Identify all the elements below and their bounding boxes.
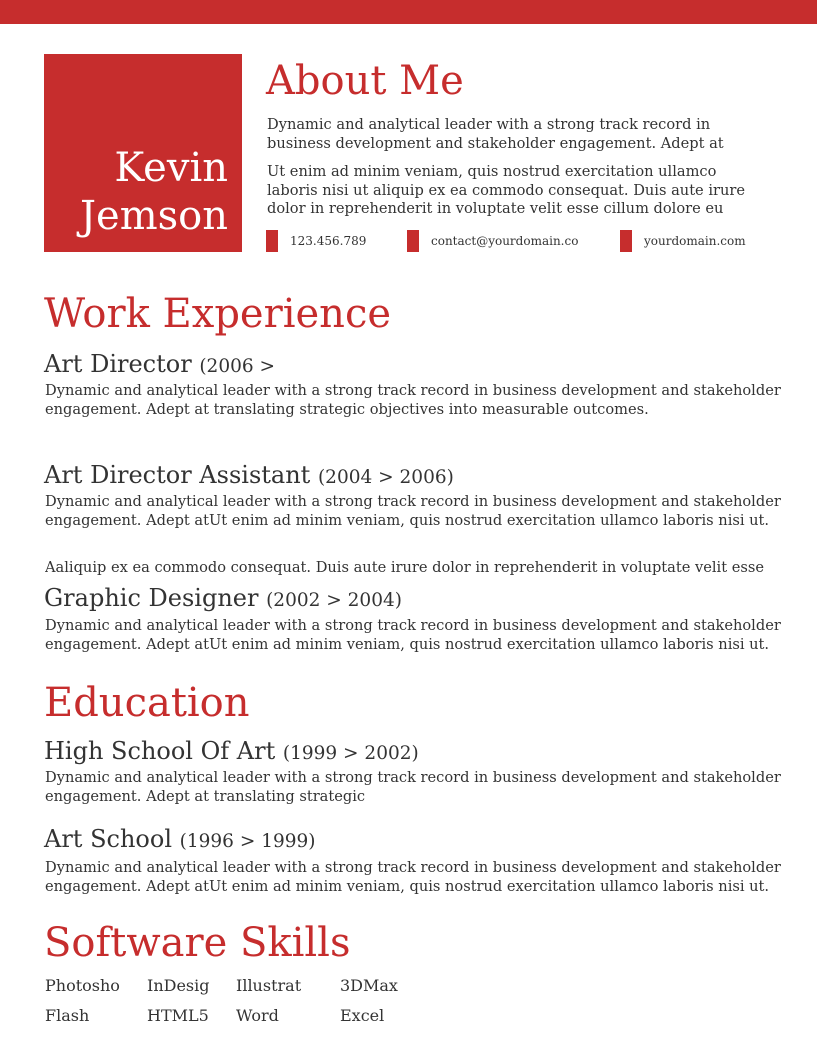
top-accent-bar — [0, 0, 817, 24]
education-description: Dynamic and analytical leader with a strong track record in business development and stakeholder engagement. Adept at translating strategic — [45, 769, 781, 805]
skill-item: HTML5 — [147, 1006, 209, 1025]
phone-icon — [266, 230, 278, 252]
first-name: Kevin — [114, 145, 228, 191]
phone-text: 123.456.789 — [290, 234, 367, 248]
job-title-text: Art Director Assistant — [44, 461, 311, 489]
job-title — [44, 349, 275, 382]
last-name: Jemson — [79, 193, 228, 239]
name-block — [44, 54, 242, 252]
job-title-text: Art Director — [44, 350, 192, 378]
education-dates: (1999 > 2002) — [282, 743, 419, 764]
about-paragraph-2: Ut enim ad minim veniam, quis nostrud exercitation ullamco laboris nisi ut aliquip ex ea commodo consequat. Duis aute irure dolor in reprehenderit in voluptate velit esse cillum dolore eu — [267, 163, 745, 217]
job-description: Dynamic and analytical leader with a strong track record in business development and stakeholder engagement. Adept at translating strategic objectives into measurable outcomes. — [45, 382, 781, 418]
email-text: contact@yourdomain.co — [431, 234, 579, 248]
education-title — [44, 736, 419, 769]
skill-item: InDesig — [147, 976, 210, 995]
education-heading: Education — [44, 680, 250, 726]
education-title-text: Art School — [44, 825, 172, 853]
job-title-text: Graphic Designer — [44, 584, 259, 612]
education-dates: (1996 > 1999) — [179, 831, 316, 852]
skill-item: Photosho — [45, 976, 120, 995]
skill-item: Flash — [45, 1006, 90, 1025]
job-description-extra: Aaliquip ex ea commodo consequat. Duis aute irure dolor in reprehenderit in voluptate velit esse — [45, 559, 764, 576]
education-title-text: High School Of Art — [44, 737, 276, 765]
job-description: Dynamic and analytical leader with a strong track record in business development and stakeholder engagement. Adept atUt enim ad minim veniam, quis nostrud exercitation ullamco laboris nisi ut. — [45, 617, 781, 653]
skill-item: Illustrat — [236, 976, 302, 995]
skill-item: Word — [236, 1006, 279, 1025]
education-title — [44, 824, 316, 857]
website-icon — [620, 230, 632, 252]
contact-phone — [266, 230, 366, 252]
job-dates: (2002 > 2004) — [266, 590, 402, 611]
work-heading: Work Experience — [44, 291, 392, 337]
job-title — [44, 460, 454, 493]
website-text: yourdomain.com — [644, 234, 746, 248]
about-paragraph-1: Dynamic and analytical leader with a strong track record in business development and stakeholder engagement. Adept at — [267, 116, 724, 152]
contact-email — [407, 230, 578, 252]
skill-item: Excel — [340, 1006, 385, 1025]
education-description: Dynamic and analytical leader with a strong track record in business development and stakeholder engagement. Adept atUt enim ad minim veniam, quis nostrud exercitation ullamco laboris nisi ut. — [45, 859, 781, 895]
email-icon — [407, 230, 419, 252]
skill-item: 3DMax — [340, 976, 398, 995]
job-description: Dynamic and analytical leader with a strong track record in business development and stakeholder engagement. Adept atUt enim ad minim veniam, quis nostrud exercitation ullamco laboris nisi ut. — [45, 493, 781, 529]
job-dates: (2006 > — [199, 356, 276, 377]
job-title — [44, 583, 402, 616]
about-heading: About Me — [266, 58, 464, 104]
job-dates: (2004 > 2006) — [317, 467, 454, 488]
skills-heading: Software Skills — [44, 920, 351, 966]
contact-website — [620, 230, 746, 252]
